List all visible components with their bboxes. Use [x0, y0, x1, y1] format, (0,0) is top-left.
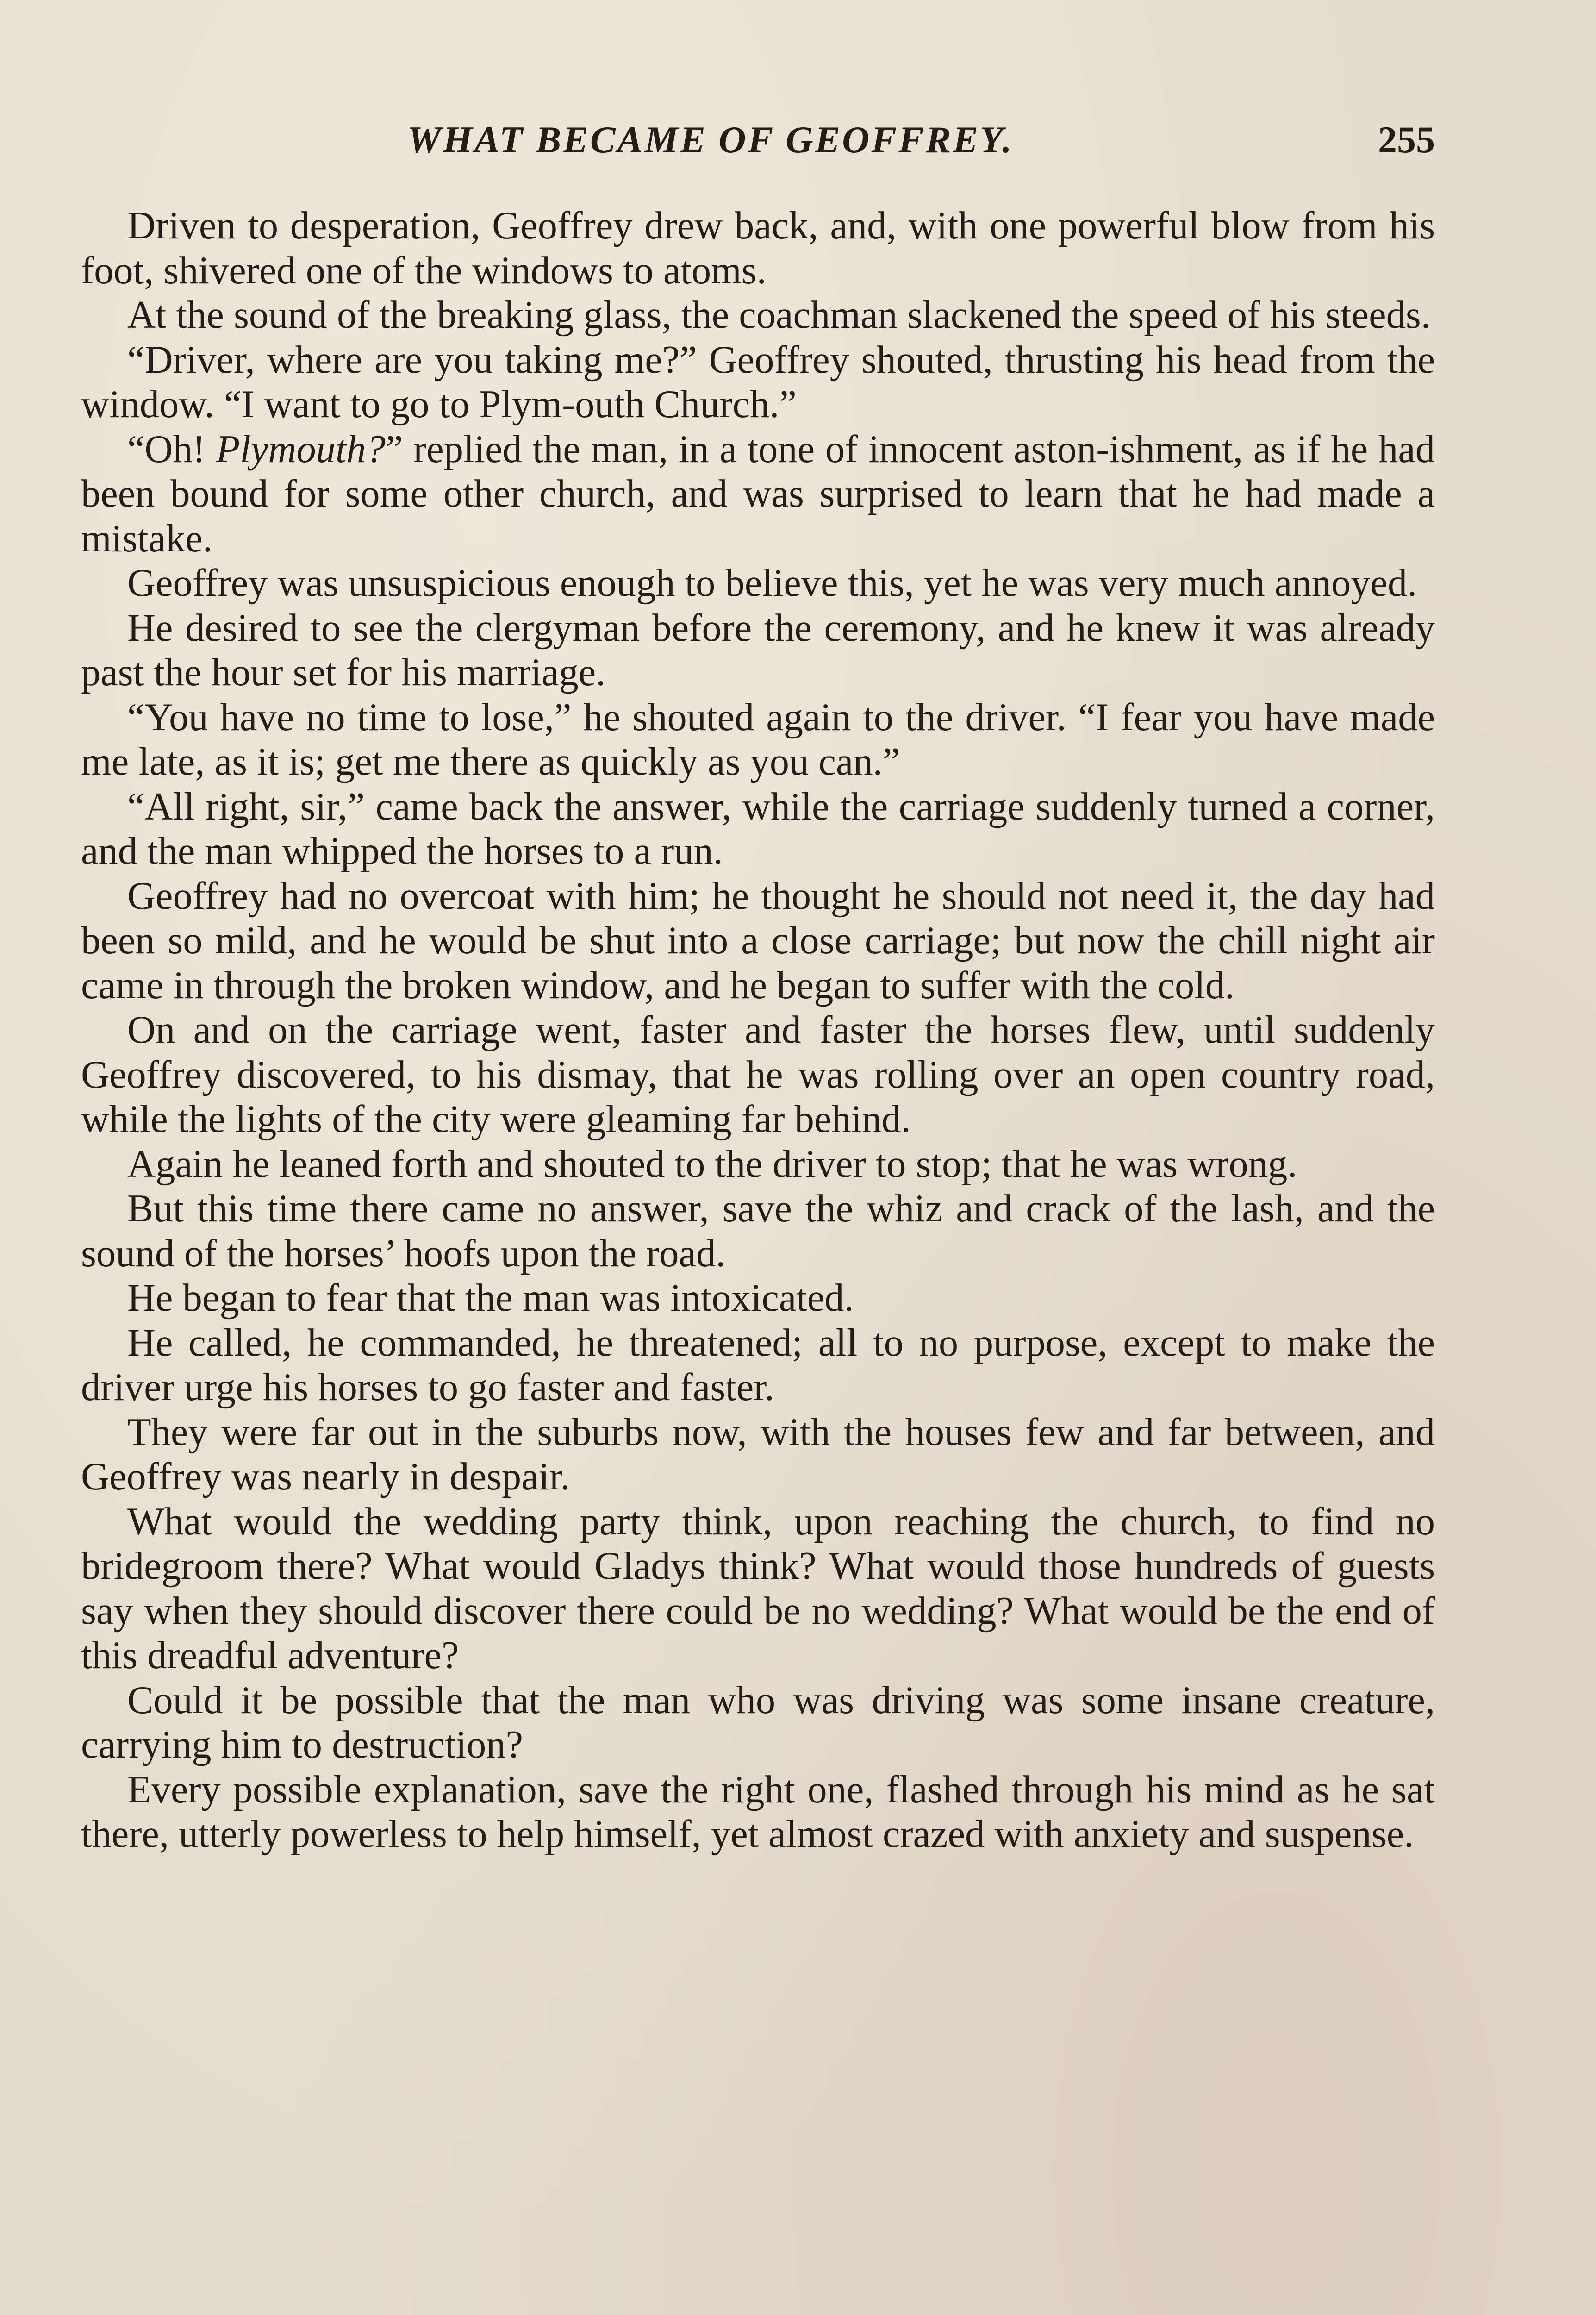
paragraph: But this time there came no answer, save the whiz and crack of the lash, and the sound of the horses’ hoofs upon the road. — [81, 1187, 1435, 1275]
paragraph: On and on the carriage went, faster and faster the horses flew, until suddenly Geoffrey discovered, to his dismay, that he was rolling over an open country road, while the lights of the city were gleaming far behind. — [81, 1008, 1435, 1141]
paragraph: Could it be possible that the man who was driving was some insane creature, carrying him to destruction? — [81, 1678, 1435, 1766]
paragraph: He desired to see the clergyman before the ceremony, and he knew it was already past the hour set for his marriage. — [81, 606, 1435, 694]
paragraph: What would the wedding party think, upon reaching the church, to find no bridegroom there? What would Gladys think? What would those hundreds of guests say when they should discover there could be no wedding? What would be the end of this dreadful adventure? — [81, 1500, 1435, 1677]
paragraph: He called, he commanded, he threatened; all to no purpose, except to make the driver urge his horses to go faster and faster. — [81, 1321, 1435, 1409]
paragraph: “You have no time to lose,” he shouted again to the driver. “I fear you have made me late, as it is; get me there as quickly as you can.” — [81, 695, 1435, 783]
paragraph: Again he leaned forth and shouted to the driver to stop; that he was wrong. — [127, 1142, 1297, 1186]
paragraph: They were far out in the suburbs now, with the houses few and far between, and Geoffrey was nearly in despair. — [81, 1410, 1435, 1498]
paragraph: “All right, sir,” came back the answer, while the carriage suddenly turned a corner, and the man whipped the horses to a run. — [81, 785, 1435, 873]
running-title: WHAT BECAME OF GEOFFREY. — [407, 119, 1014, 161]
italic-text: Plymouth? — [216, 427, 386, 471]
paragraph — [81, 427, 1435, 562]
paragraph: “Driver, where are you taking me?” Geoffrey shouted, thrusting his head from the window. “I want to go to Plym-outh Church.” — [81, 338, 1435, 426]
running-head — [0, 118, 1596, 169]
body-text — [81, 204, 1435, 1857]
paragraph: At the sound of the breaking glass, the coachman slackened the speed of his steeds. — [127, 294, 1431, 337]
paragraph: He began to fear that the man was intoxicated. — [127, 1276, 854, 1320]
paragraph: Driven to desperation, Geoffrey drew back, and, with one powerful blow from his foot, shivered one of the windows to atoms. — [81, 204, 1435, 292]
page-number: 255 — [1378, 119, 1435, 161]
paragraph: Geoffrey was unsuspicious enough to believe this, yet he was very much annoyed. — [127, 562, 1417, 605]
paragraph-text: ” replied the man, in a tone of innocent aston-ishment, as if he had been bound for some other church, and was surprised to learn that he had made a mistake. — [81, 427, 1435, 560]
paragraph: Geoffrey had no overcoat with him; he thought he should not need it, the day had been so mild, and he would be shut into a close carriage; but now the chill night air came in through the broken window, and he began to suffer with the cold. — [81, 874, 1435, 1007]
paragraph-text: “Oh! — [127, 427, 216, 471]
paragraph: Every possible explanation, save the right one, flashed through his mind as he sat there, utterly powerless to help himself, yet almost crazed with anxiety and suspense. — [81, 1768, 1435, 1856]
